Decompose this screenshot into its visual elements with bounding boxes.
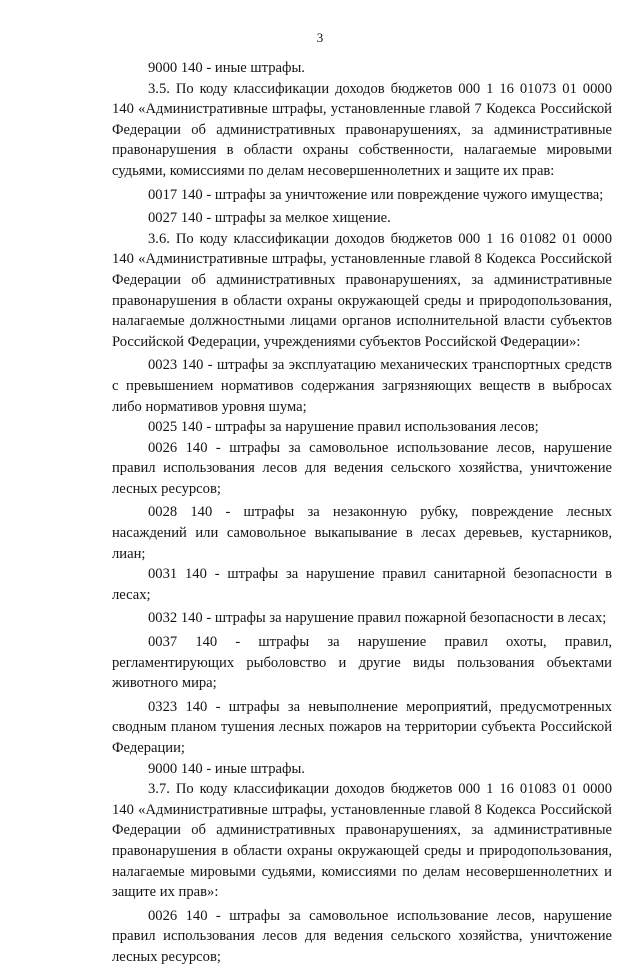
paragraph-fine-9000-second: 9000 140 - иные штрафы.: [148, 760, 305, 777]
paragraph-fine-0025: 0025 140 - штрафы за нарушение правил использования лесов;: [148, 419, 539, 436]
paragraph-fine-0026-second: 0026 140 - штрафы за самовольное использование лесов, нарушение правил использования лесов для ведения сельского хозяйства, уничтожение лесных ресурсов;: [112, 907, 612, 965]
paragraph-fine-0323: 0323 140 - штрафы за невыполнение мероприятий, предусмотренных сводным планом тушения лесных пожаров на территории субъекта Российской Федерации;: [112, 698, 612, 756]
paragraph-fine-0026: 0026 140 - штрафы за самовольное использование лесов, нарушение правил использования лесов для ведения сельского хозяйства, уничтожение лесных ресурсов;: [112, 439, 612, 497]
paragraph-fine-0037: 0037 140 - штрафы за нарушение правил охоты, правил, регламентирующих рыболовство и другие виды пользования объектами животного мира;: [112, 634, 612, 692]
paragraph-fine-0031: 0031 140 - штрафы за нарушение правил санитарной безопасности в лесах;: [112, 566, 612, 603]
paragraph-fine-0017: 0017 140 - штрафы за уничтожение или повреждение чужого имущества;: [148, 186, 604, 203]
paragraph-section-3-7: 3.7. По коду классификации доходов бюджетов 000 1 16 01083 01 0000 140 «Административные штрафы, установленные главой 8 Кодекса Российской Федерации об административных правонарушениях, за административные правонарушения в области охраны окружающей среды и природопользования, налагаемые мировыми судьями, комиссиями по делам несовершеннолетних и защите их прав»:: [112, 781, 612, 901]
paragraph-fine-0032: 0032 140 - штрафы за нарушение правил пожарной безопасности в лесах;: [148, 610, 607, 627]
paragraph-section-3-5: 3.5. По коду классификации доходов бюджетов 000 1 16 01073 01 0000 140 «Административные штрафы, установленные главой 7 Кодекса Российской Федерации об административных правонарушениях, за административные правонарушения в области охраны собственности, налагаемые мировыми судьями, комиссиями по делам несовершеннолетних и защите их прав:: [112, 80, 612, 179]
page-number: 3: [316, 30, 324, 45]
paragraph-fine-0023: 0023 140 - штрафы за эксплуатацию механических транспортных средств с превышением нормативов содержания загрязняющих веществ в выбросах либо нормативов уровня шума;: [112, 357, 612, 415]
document-body: [112, 58, 612, 968]
paragraph-section-3-6: 3.6. По коду классификации доходов бюджетов 000 1 16 01082 01 0000 140 «Административные штрафы, установленные главой 8 Кодекса Российской Федерации об административных правонарушениях, за административные правонарушения в области охраны окружающей среды и природопользования, налагаемые должностными лицами органов исполнительной власти субъектов Российской Федерации, учреждениями субъектов Российской Федерации»:: [112, 230, 612, 350]
paragraph-fine-0028: 0028 140 - штрафы за незаконную рубку, повреждение лесных насаждений или самовольное выкапывание в лесах деревьев, кустарников, лиан;: [112, 504, 612, 562]
paragraph-fine-0027: 0027 140 - штрафы за мелкое хищение.: [148, 210, 391, 227]
paragraph-fine-9000: 9000 140 - иные штрафы.: [148, 60, 305, 76]
